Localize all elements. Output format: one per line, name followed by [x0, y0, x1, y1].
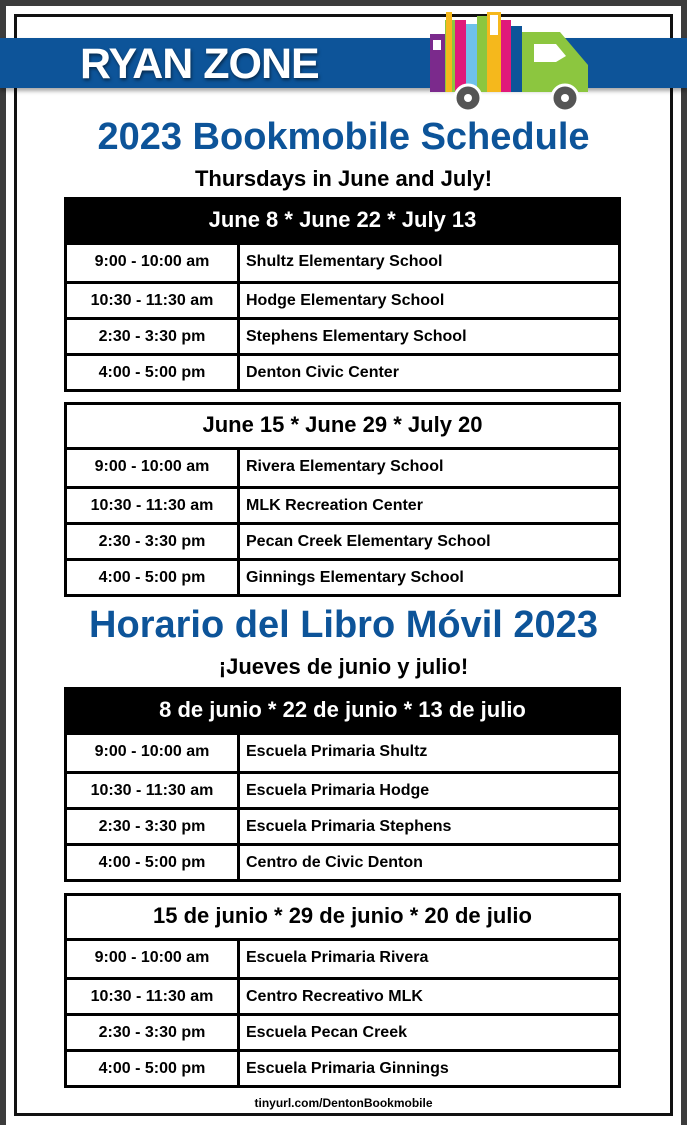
- table-row: [67, 450, 618, 486]
- table-row: [67, 977, 618, 1013]
- location-cell: Stephens Elementary School: [246, 328, 467, 345]
- time-cell: 10:30 - 11:30 am: [67, 980, 240, 1013]
- table-row: [67, 522, 618, 558]
- brand-title: RYAN ZONE: [80, 40, 319, 88]
- time-cell: 4:00 - 5:00 pm: [67, 1052, 240, 1085]
- location-cell: Hodge Elementary School: [246, 292, 445, 309]
- location-cell: Escuela Primaria Stephens: [246, 818, 452, 835]
- table-row: [67, 941, 618, 977]
- location-cell: MLK Recreation Center: [246, 497, 423, 514]
- table-header-dates: June 8 * June 22 * July 13: [67, 200, 618, 245]
- location-cell: Shultz Elementary School: [246, 253, 443, 270]
- table-row: [67, 1013, 618, 1049]
- english-subtitle: Thursdays in June and July!: [194, 166, 493, 191]
- location-cell: Ginnings Elementary School: [246, 569, 464, 586]
- table-row: [67, 1049, 618, 1085]
- time-cell: 2:30 - 3:30 pm: [67, 320, 240, 353]
- location-cell: Escuela Primaria Hodge: [246, 782, 430, 799]
- bookmobile-truck-icon: [428, 10, 606, 116]
- location-cell: Centro de Civic Denton: [246, 854, 423, 871]
- time-cell: 9:00 - 10:00 am: [67, 941, 240, 977]
- schedule-table: [64, 197, 621, 392]
- location-cell: Rivera Elementary School: [246, 458, 444, 475]
- time-cell: 10:30 - 11:30 am: [67, 284, 240, 317]
- time-cell: 2:30 - 3:30 pm: [67, 810, 240, 843]
- schedule-table: [64, 893, 621, 1088]
- spanish-subtitle: ¡Jueves de junio y julio!: [218, 654, 469, 679]
- table-row: [67, 353, 618, 389]
- time-cell: 10:30 - 11:30 am: [67, 489, 240, 522]
- english-title: 2023 Bookmobile Schedule: [97, 116, 590, 158]
- table-row: [67, 843, 618, 879]
- time-cell: 10:30 - 11:30 am: [67, 774, 240, 807]
- location-cell: Escuela Primaria Shultz: [246, 743, 428, 760]
- table-row: [67, 245, 618, 281]
- table-row: [67, 486, 618, 522]
- table-header-dates: June 15 * June 29 * July 20: [67, 405, 618, 450]
- time-cell: 2:30 - 3:30 pm: [67, 525, 240, 558]
- time-cell: 9:00 - 10:00 am: [67, 245, 240, 281]
- table-row: [67, 317, 618, 353]
- location-cell: Denton Civic Center: [246, 364, 399, 381]
- table-header-dates: 8 de junio * 22 de junio * 13 de julio: [67, 690, 618, 735]
- time-cell: 4:00 - 5:00 pm: [67, 561, 240, 594]
- time-cell: 9:00 - 10:00 am: [67, 735, 240, 771]
- time-cell: 4:00 - 5:00 pm: [67, 846, 240, 879]
- table-row: [67, 771, 618, 807]
- location-cell: Escuela Primaria Ginnings: [246, 1060, 449, 1077]
- location-cell: Centro Recreativo MLK: [246, 988, 423, 1005]
- table-header-dates: 15 de junio * 29 de junio * 20 de julio: [67, 896, 618, 941]
- location-cell: Escuela Primaria Rivera: [246, 949, 429, 966]
- time-cell: 2:30 - 3:30 pm: [67, 1016, 240, 1049]
- location-cell: Pecan Creek Elementary School: [246, 533, 491, 550]
- table-row: [67, 735, 618, 771]
- table-row: [67, 281, 618, 317]
- table-row: [67, 558, 618, 594]
- schedule-table: [64, 687, 621, 882]
- location-cell: Escuela Pecan Creek: [246, 1024, 407, 1041]
- schedule-table: [64, 402, 621, 597]
- time-cell: 4:00 - 5:00 pm: [67, 356, 240, 389]
- table-row: [67, 807, 618, 843]
- time-cell: 9:00 - 10:00 am: [67, 450, 240, 486]
- spanish-title: Horario del Libro Móvil 2023: [89, 604, 598, 646]
- footer-url[interactable]: tinyurl.com/DentonBookmobile: [254, 1096, 433, 1110]
